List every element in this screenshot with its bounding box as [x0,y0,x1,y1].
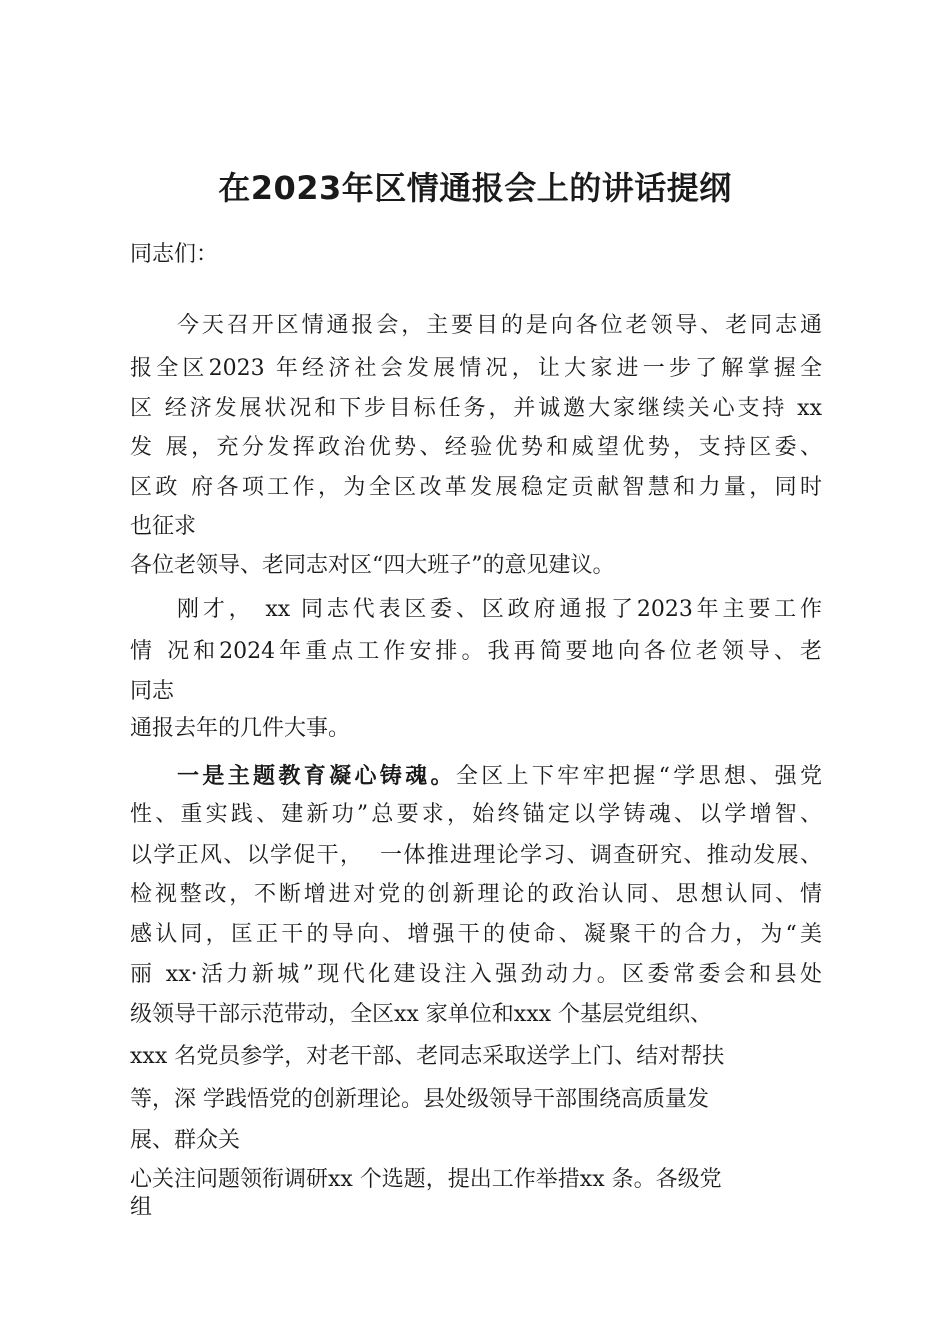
document-title: 在2023年区情通报会上的讲话提纲 [218,169,732,207]
para3-lead: 一是主题教育凝心铸魂。 [177,763,456,789]
para1-line: 发 展，充分发挥政治优势、经验优势和威望优势，支持区委、 [130,435,822,460]
para3-line: 展、群众关 [130,1128,241,1153]
para2-line: 刚才， xx 同志代表区委、区政府通报了2023年主要工作 [177,597,822,622]
para2-line: 情 况和2024年重点工作安排。我再简要地向各位老领导、老 [130,639,822,664]
para3-line: 心关注问题领衔调研xx 个选题，提出工作举措xx 条。各级党 [130,1167,722,1192]
para2-line: 通报去年的几件大事。 [130,716,351,741]
para2-line: 同志 [130,679,175,704]
para3-line: xxx 名党员参学，对老干部、老同志采取送学上门、结对帮扶 [130,1044,725,1069]
para3-line: 性、重实践、建新功”总要求，始终锚定以学铸魂、以学增智、 [130,802,822,827]
para3-line: 检视整改，不断增进对党的创新理论的政治认同、思想认同、情 [130,882,822,907]
salutation: 同志们： [130,242,219,267]
para1-line: 区 经济发展状况和下步目标任务，并诚邀大家继续关心支持 xx [130,396,822,421]
para3-line: 等，深 学践悟党的创新理论。县处级领导干部围绕高质量发 [130,1087,709,1112]
para3-line: 感认同，匡正干的导向、增强干的使命、凝聚干的合力，为“美 [130,922,822,947]
para1-line: 今天召开区情通报会，主要目的是向各位老领导、老同志通 [177,313,822,338]
para3-line: 丽 xx·活力新城”现代化建设注入强劲动力。区委常委会和县处 [130,962,822,987]
para1-line: 报全区2023 年经济社会发展情况，让大家进一步了解掌握全 [130,356,822,381]
para3-first-line [177,761,822,792]
para1-line: 各位老领导、老同志对区“四大班子”的意见建议。 [130,553,615,578]
para3-line: 级领导干部示范带动，全区xx 家单位和xxx 个基层党组织、 [130,1002,713,1027]
para1-line: 区政 府各项工作，为全区改革发展稳定贡献智慧和力量，同时 [130,475,822,500]
para3-line: 组 [130,1195,153,1220]
para3-line: 以学正风、以学促干， 一体推进理论学习、调查研究、推动发展、 [130,843,822,868]
para1-line: 也征求 [130,514,197,539]
para3-line: 全区上下牢牢把握“学思想、强党 [455,764,822,789]
